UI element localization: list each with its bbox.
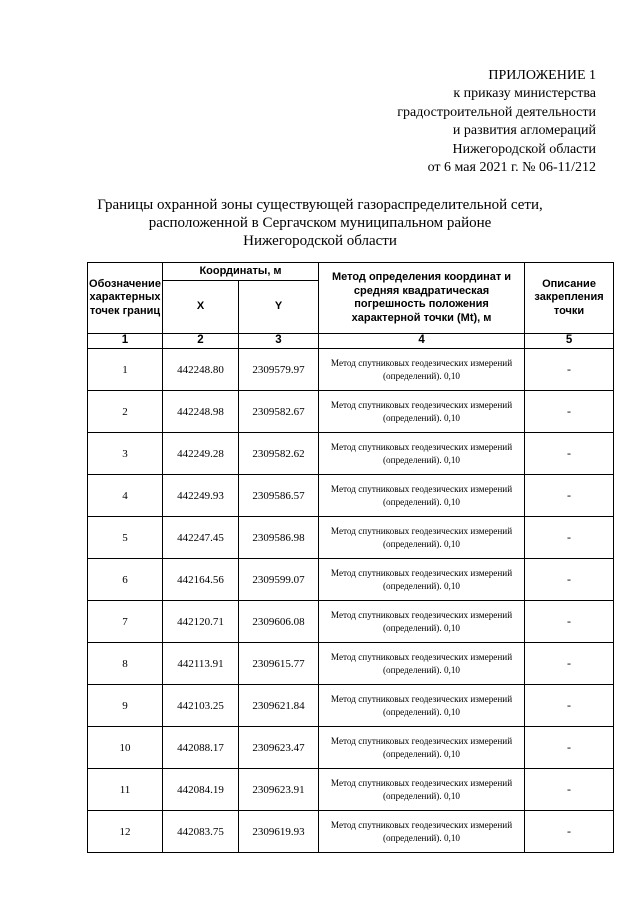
- method-cell: Метод спутниковых геодезических измерений (определений). 0,10: [319, 433, 525, 475]
- coordinates-table: [87, 262, 614, 853]
- appendix-header: [276, 67, 596, 177]
- point-number: 2: [88, 391, 163, 433]
- point-number: 12: [88, 811, 163, 853]
- header-method: Метод определения координат и средняя квадратическая погрешность положения характерной точки (Mt), м: [319, 263, 525, 334]
- coordinate-y: 2309619.93: [239, 811, 319, 853]
- column-number: 1: [88, 334, 163, 349]
- method-cell: Метод спутниковых геодезических измерений (определений). 0,10: [319, 811, 525, 853]
- coordinate-x: 442088.17: [163, 727, 239, 769]
- table-row: [88, 727, 614, 769]
- description-cell: -: [525, 391, 614, 433]
- table-row: [88, 475, 614, 517]
- table-row: [88, 643, 614, 685]
- coordinate-y: 2309615.77: [239, 643, 319, 685]
- coordinate-x: 442249.93: [163, 475, 239, 517]
- method-cell: Метод спутниковых геодезических измерений (определений). 0,10: [319, 559, 525, 601]
- description-cell: -: [525, 811, 614, 853]
- point-number: 6: [88, 559, 163, 601]
- header-y: Y: [239, 281, 319, 334]
- description-cell: -: [525, 517, 614, 559]
- point-number: 9: [88, 685, 163, 727]
- coordinate-x: 442120.71: [163, 601, 239, 643]
- point-number: 8: [88, 643, 163, 685]
- method-cell: Метод спутниковых геодезических измерений (определений). 0,10: [319, 727, 525, 769]
- coordinate-y: 2309623.91: [239, 769, 319, 811]
- point-number: 1: [88, 349, 163, 391]
- table-row: [88, 769, 614, 811]
- table-row: [88, 391, 614, 433]
- ministry-line-2: и развития агломераций: [452, 123, 596, 139]
- coordinate-x: 442164.56: [163, 559, 239, 601]
- header-description: Описание закрепления точки: [525, 263, 614, 334]
- description-cell: -: [525, 727, 614, 769]
- coordinate-y: 2309582.67: [239, 391, 319, 433]
- description-cell: -: [525, 349, 614, 391]
- description-cell: -: [525, 475, 614, 517]
- method-cell: Метод спутниковых геодезических измерений (определений). 0,10: [319, 685, 525, 727]
- description-cell: -: [525, 769, 614, 811]
- coordinate-y: 2309582.62: [239, 433, 319, 475]
- coordinate-x: 442113.91: [163, 643, 239, 685]
- point-number: 7: [88, 601, 163, 643]
- description-cell: -: [525, 559, 614, 601]
- column-number: 2: [163, 334, 239, 349]
- method-cell: Метод спутниковых геодезических измерений (определений). 0,10: [319, 517, 525, 559]
- column-number: 5: [525, 334, 614, 349]
- point-number: 4: [88, 475, 163, 517]
- method-cell: Метод спутниковых геодезических измерений (определений). 0,10: [319, 601, 525, 643]
- coordinate-x: 442083.75: [163, 811, 239, 853]
- point-number: 10: [88, 727, 163, 769]
- title-line-2: расположенной в Сергачском муниципальном районе: [148, 215, 492, 231]
- coordinate-y: 2309586.98: [239, 517, 319, 559]
- ministry-line: градостроительной деятельности: [397, 104, 596, 120]
- point-number: 11: [88, 769, 163, 811]
- description-cell: -: [525, 433, 614, 475]
- coordinate-y: 2309621.84: [239, 685, 319, 727]
- description-cell: -: [525, 685, 614, 727]
- order-line: к приказу министерства: [453, 86, 596, 102]
- coordinate-y: 2309586.57: [239, 475, 319, 517]
- coordinate-x: 442248.80: [163, 349, 239, 391]
- coordinate-x: 442248.98: [163, 391, 239, 433]
- coordinate-x: 442247.45: [163, 517, 239, 559]
- coordinate-x: 442103.25: [163, 685, 239, 727]
- method-cell: Метод спутниковых геодезических измерений (определений). 0,10: [319, 391, 525, 433]
- header-coordinates: Координаты, м: [163, 263, 319, 281]
- description-cell: -: [525, 643, 614, 685]
- column-number: 3: [239, 334, 319, 349]
- table-row: [88, 811, 614, 853]
- appendix-label: ПРИЛОЖЕНИЕ 1: [488, 68, 596, 83]
- point-number: 3: [88, 433, 163, 475]
- table-row: [88, 349, 614, 391]
- header-designation: Обозначение характерных точек границ: [88, 263, 163, 334]
- table-row: [88, 517, 614, 559]
- title-line-3: Нижегородской области: [243, 233, 397, 249]
- method-cell: Метод спутниковых геодезических измерений (определений). 0,10: [319, 475, 525, 517]
- column-number: 4: [319, 334, 525, 349]
- coordinate-y: 2309579.97: [239, 349, 319, 391]
- description-cell: -: [525, 601, 614, 643]
- title-line-1: Границы охранной зоны существующей газораспределительной сети,: [97, 197, 543, 213]
- coordinate-y: 2309606.08: [239, 601, 319, 643]
- region-line: Нижегородской области: [452, 141, 596, 157]
- method-cell: Метод спутниковых геодезических измерений (определений). 0,10: [319, 349, 525, 391]
- coordinate-y: 2309599.07: [239, 559, 319, 601]
- method-cell: Метод спутниковых геодезических измерений (определений). 0,10: [319, 643, 525, 685]
- table-row: [88, 685, 614, 727]
- header-x: X: [163, 281, 239, 334]
- coordinate-x: 442084.19: [163, 769, 239, 811]
- coordinate-x: 442249.28: [163, 433, 239, 475]
- method-cell: Метод спутниковых геодезических измерений (определений). 0,10: [319, 769, 525, 811]
- table-row: [88, 433, 614, 475]
- table-row: [88, 559, 614, 601]
- coordinate-y: 2309623.47: [239, 727, 319, 769]
- order-date-number: от 6 мая 2021 г. № 06-11/212: [427, 160, 596, 176]
- document-title: [0, 196, 640, 250]
- point-number: 5: [88, 517, 163, 559]
- table-row: [88, 601, 614, 643]
